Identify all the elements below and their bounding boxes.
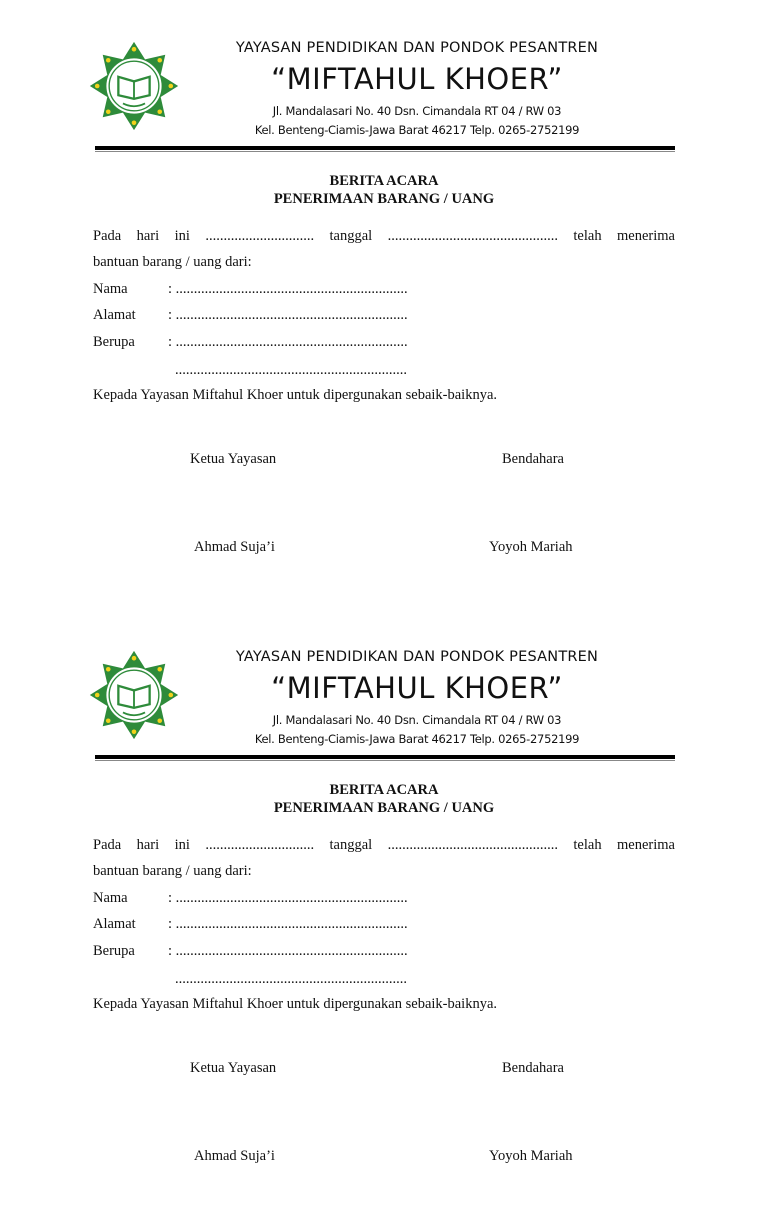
intro-word: hari — [136, 228, 160, 244]
address-line-2: Kel. Benteng-Ciamis-Jawa Barat 46217 Telp. 0265-2752199 — [254, 732, 580, 746]
field-label-nama: Nama — [93, 281, 128, 297]
signatory-left-name: Ahmad Suja’i — [194, 1148, 275, 1164]
intro-word: Pada — [93, 837, 122, 853]
header-divider-thin — [95, 151, 675, 152]
intro-word: menerima — [617, 228, 675, 244]
foundation-type: YAYASAN PENDIDIKAN DAN PONDOK PESANTREN — [235, 40, 599, 56]
intro-word: menerima — [617, 837, 675, 853]
document-title: BERITA ACARA — [329, 782, 439, 798]
field-label-berupa: Berupa — [93, 943, 135, 959]
field-blank-berupa-continued: ................................................................ — [175, 362, 407, 378]
intro-line — [93, 228, 675, 245]
foundation-logo-icon — [88, 649, 180, 741]
header-divider-thin — [95, 760, 675, 761]
foundation-name: “MIFTAHUL KHOER” — [271, 62, 563, 96]
intro-word: hari — [136, 837, 160, 853]
field-label-berupa: Berupa — [93, 334, 135, 350]
closing-statement: Kepada Yayasan Miftahul Khoer untuk dipergunakan sebaik-baiknya. — [93, 387, 498, 403]
field-blank-alamat: : ................................................................ — [168, 307, 408, 323]
signatory-right-name: Yoyoh Mariah — [489, 1148, 573, 1164]
field-blank-berupa: : ................................................................ — [168, 943, 408, 959]
address-line-2: Kel. Benteng-Ciamis-Jawa Barat 46217 Telp. 0265-2752199 — [254, 123, 580, 137]
foundation-name: “MIFTAHUL KHOER” — [271, 671, 563, 705]
signatory-right-title: Bendahara — [502, 451, 564, 467]
signatory-left-title: Ketua Yayasan — [190, 451, 277, 467]
date-blank: ............................................... — [387, 837, 558, 853]
address-line-1: Jl. Mandalasari No. 40 Dsn. Cimandala RT 04 / RW 03 — [272, 104, 562, 118]
intro-word: ini — [174, 228, 190, 244]
intro-word: tanggal — [329, 837, 373, 853]
field-blank-berupa: : ................................................................ — [168, 334, 408, 350]
field-blank-nama: : ................................................................ — [168, 890, 408, 906]
field-label-alamat: Alamat — [93, 916, 136, 932]
closing-statement: Kepada Yayasan Miftahul Khoer untuk dipergunakan sebaik-baiknya. — [93, 996, 498, 1012]
date-blank: ............................................... — [387, 228, 558, 244]
document-title: BERITA ACARA — [329, 173, 439, 189]
header-divider — [95, 146, 675, 150]
foundation-type: YAYASAN PENDIDIKAN DAN PONDOK PESANTREN — [235, 649, 599, 665]
intro-word: ini — [174, 837, 190, 853]
receipt-form-2 — [0, 609, 768, 1209]
intro-word: telah — [573, 228, 602, 244]
signatory-left-name: Ahmad Suja’i — [194, 539, 275, 555]
header-divider — [95, 755, 675, 759]
foundation-logo-icon — [88, 40, 180, 132]
signatory-left-title: Ketua Yayasan — [190, 1060, 277, 1076]
signatory-right-name: Yoyoh Mariah — [489, 539, 573, 555]
field-blank-nama: : ................................................................ — [168, 281, 408, 297]
document-subtitle: PENERIMAAN BARANG / UANG — [273, 191, 495, 207]
intro-line-2: bantuan barang / uang dari: — [93, 863, 252, 879]
field-blank-alamat: : ................................................................ — [168, 916, 408, 932]
field-label-nama: Nama — [93, 890, 128, 906]
field-label-alamat: Alamat — [93, 307, 136, 323]
intro-line-2: bantuan barang / uang dari: — [93, 254, 252, 270]
intro-word: Pada — [93, 228, 122, 244]
intro-line — [93, 837, 675, 854]
signatory-right-title: Bendahara — [502, 1060, 564, 1076]
day-blank: .............................. — [205, 837, 315, 853]
intro-word: telah — [573, 837, 602, 853]
receipt-form-1 — [0, 0, 768, 600]
address-line-1: Jl. Mandalasari No. 40 Dsn. Cimandala RT 04 / RW 03 — [272, 713, 562, 727]
document-subtitle: PENERIMAAN BARANG / UANG — [273, 800, 495, 816]
intro-word: tanggal — [329, 228, 373, 244]
day-blank: .............................. — [205, 228, 315, 244]
field-blank-berupa-continued: ................................................................ — [175, 971, 407, 987]
